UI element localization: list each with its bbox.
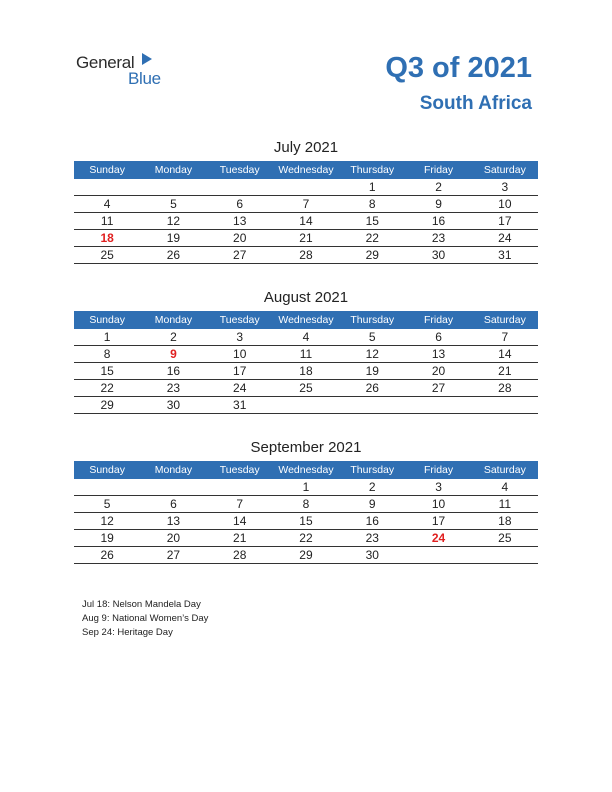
weekday-header: Thursday (339, 461, 405, 479)
day-cell (472, 547, 538, 564)
day-cell: 30 (140, 397, 206, 414)
day-cell: 11 (472, 496, 538, 513)
holiday-note: Sep 24: Heritage Day (82, 627, 173, 638)
day-cell: 31 (207, 397, 273, 414)
day-cell: 29 (273, 547, 339, 564)
day-cell: 24 (472, 230, 538, 247)
day-cell: 12 (140, 213, 206, 230)
week-row (74, 380, 538, 397)
day-cell: 26 (74, 547, 140, 564)
day-cell (339, 397, 405, 414)
week-row (74, 363, 538, 380)
week-row (74, 196, 538, 213)
holiday-day-cell: 18 (74, 230, 140, 247)
logo-blue-text: Blue (128, 69, 161, 88)
day-cell: 25 (74, 247, 140, 264)
day-cell: 16 (405, 213, 471, 230)
day-cell: 9 (339, 496, 405, 513)
day-cell: 22 (273, 530, 339, 547)
weekday-header: Tuesday (207, 161, 273, 179)
holiday-day-cell: 24 (405, 530, 471, 547)
weekday-header: Monday (140, 161, 206, 179)
day-cell (405, 397, 471, 414)
day-cell: 7 (207, 496, 273, 513)
day-cell: 10 (207, 346, 273, 363)
week-row (74, 329, 538, 346)
weekday-header: Sunday (74, 161, 140, 179)
day-cell: 5 (74, 496, 140, 513)
weekday-header: Wednesday (273, 311, 339, 329)
day-cell: 5 (339, 329, 405, 346)
weekday-header: Monday (140, 311, 206, 329)
day-cell: 6 (140, 496, 206, 513)
day-cell: 14 (472, 346, 538, 363)
day-cell: 6 (405, 329, 471, 346)
day-cell: 3 (207, 329, 273, 346)
day-cell: 13 (140, 513, 206, 530)
day-cell: 27 (140, 547, 206, 564)
day-cell: 14 (207, 513, 273, 530)
day-cell: 3 (472, 179, 538, 196)
weekday-header: Wednesday (273, 161, 339, 179)
day-cell: 19 (339, 363, 405, 380)
month-september (74, 439, 538, 564)
day-cell (74, 179, 140, 196)
month-title: September 2021 (250, 439, 362, 456)
day-cell: 22 (339, 230, 405, 247)
day-cell: 24 (207, 380, 273, 397)
weekday-header: Saturday (472, 161, 538, 179)
logo-general-text: General (76, 53, 135, 72)
month-title: July 2021 (273, 139, 339, 156)
day-cell: 28 (472, 380, 538, 397)
day-cell: 27 (405, 380, 471, 397)
day-cell: 18 (472, 513, 538, 530)
day-cell: 4 (273, 329, 339, 346)
day-cell: 20 (207, 230, 273, 247)
logo (76, 50, 176, 90)
holiday-note: Jul 18: Nelson Mandela Day (82, 599, 201, 610)
holiday-note: Aug 9: National Women’s Day (82, 613, 209, 624)
week-row (74, 179, 538, 196)
month-august (74, 289, 538, 414)
day-cell (207, 479, 273, 496)
day-cell: 30 (405, 247, 471, 264)
day-cell: 28 (207, 547, 273, 564)
country-name: South Africa (419, 93, 532, 114)
day-cell: 23 (140, 380, 206, 397)
day-cell: 21 (207, 530, 273, 547)
page-title: Q3 of 2021 (385, 52, 532, 84)
day-cell (405, 547, 471, 564)
day-cell: 26 (339, 380, 405, 397)
day-cell: 2 (405, 179, 471, 196)
day-cell: 7 (472, 329, 538, 346)
month-title: August 2021 (263, 289, 349, 306)
day-cell: 10 (472, 196, 538, 213)
holiday-day-cell: 9 (140, 346, 206, 363)
day-cell: 12 (339, 346, 405, 363)
weekday-header: Monday (140, 461, 206, 479)
weekday-header: Thursday (339, 161, 405, 179)
day-cell: 15 (339, 213, 405, 230)
day-cell: 21 (472, 363, 538, 380)
day-cell: 10 (405, 496, 471, 513)
week-row (74, 346, 538, 363)
day-cell: 14 (273, 213, 339, 230)
day-cell: 21 (273, 230, 339, 247)
weekday-header: Thursday (339, 311, 405, 329)
weekday-header: Saturday (472, 461, 538, 479)
day-cell: 19 (140, 230, 206, 247)
day-cell (140, 479, 206, 496)
weekday-header: Sunday (74, 461, 140, 479)
day-cell: 31 (472, 247, 538, 264)
day-cell: 8 (273, 496, 339, 513)
day-cell: 20 (140, 530, 206, 547)
week-row (74, 479, 538, 496)
day-cell: 30 (339, 547, 405, 564)
day-cell: 28 (273, 247, 339, 264)
day-cell: 2 (339, 479, 405, 496)
day-cell: 25 (273, 380, 339, 397)
week-row (74, 547, 538, 564)
day-cell: 17 (207, 363, 273, 380)
calendar-table (74, 311, 538, 414)
day-cell (74, 479, 140, 496)
day-cell: 12 (74, 513, 140, 530)
day-cell: 1 (74, 329, 140, 346)
calendar-table (74, 461, 538, 564)
month-july (74, 139, 538, 264)
day-cell: 11 (74, 213, 140, 230)
weekday-header: Friday (405, 311, 471, 329)
week-row (74, 513, 538, 530)
day-cell: 19 (74, 530, 140, 547)
day-cell (140, 179, 206, 196)
day-cell: 18 (273, 363, 339, 380)
day-cell: 16 (339, 513, 405, 530)
week-row (74, 530, 538, 547)
day-cell: 3 (405, 479, 471, 496)
day-cell: 15 (74, 363, 140, 380)
day-cell: 13 (207, 213, 273, 230)
day-cell: 8 (74, 346, 140, 363)
day-cell: 20 (405, 363, 471, 380)
weekday-header: Friday (405, 161, 471, 179)
day-cell: 29 (339, 247, 405, 264)
day-cell: 16 (140, 363, 206, 380)
day-cell: 27 (207, 247, 273, 264)
weekday-header: Wednesday (273, 461, 339, 479)
weekday-header: Tuesday (207, 461, 273, 479)
day-cell: 5 (140, 196, 206, 213)
week-row (74, 213, 538, 230)
weekday-header: Tuesday (207, 311, 273, 329)
day-cell (472, 397, 538, 414)
day-cell: 6 (207, 196, 273, 213)
day-cell: 2 (140, 329, 206, 346)
week-row (74, 496, 538, 513)
day-cell: 22 (74, 380, 140, 397)
day-cell: 17 (472, 213, 538, 230)
day-cell: 15 (273, 513, 339, 530)
weekday-header: Sunday (74, 311, 140, 329)
day-cell: 7 (273, 196, 339, 213)
day-cell: 8 (339, 196, 405, 213)
day-cell: 26 (140, 247, 206, 264)
day-cell: 11 (273, 346, 339, 363)
weekday-header: Saturday (472, 311, 538, 329)
holiday-notes (82, 598, 208, 640)
day-cell: 25 (472, 530, 538, 547)
day-cell (273, 179, 339, 196)
week-row (74, 230, 538, 247)
calendar-table (74, 161, 538, 264)
day-cell: 23 (405, 230, 471, 247)
logo-triangle-icon (142, 53, 152, 65)
day-cell: 23 (339, 530, 405, 547)
day-cell: 4 (74, 196, 140, 213)
week-row (74, 247, 538, 264)
day-cell: 17 (405, 513, 471, 530)
day-cell: 1 (273, 479, 339, 496)
day-cell: 1 (339, 179, 405, 196)
day-cell: 4 (472, 479, 538, 496)
day-cell: 29 (74, 397, 140, 414)
weekday-header: Friday (405, 461, 471, 479)
week-row (74, 397, 538, 414)
day-cell: 13 (405, 346, 471, 363)
day-cell (207, 179, 273, 196)
day-cell: 9 (405, 196, 471, 213)
day-cell (273, 397, 339, 414)
